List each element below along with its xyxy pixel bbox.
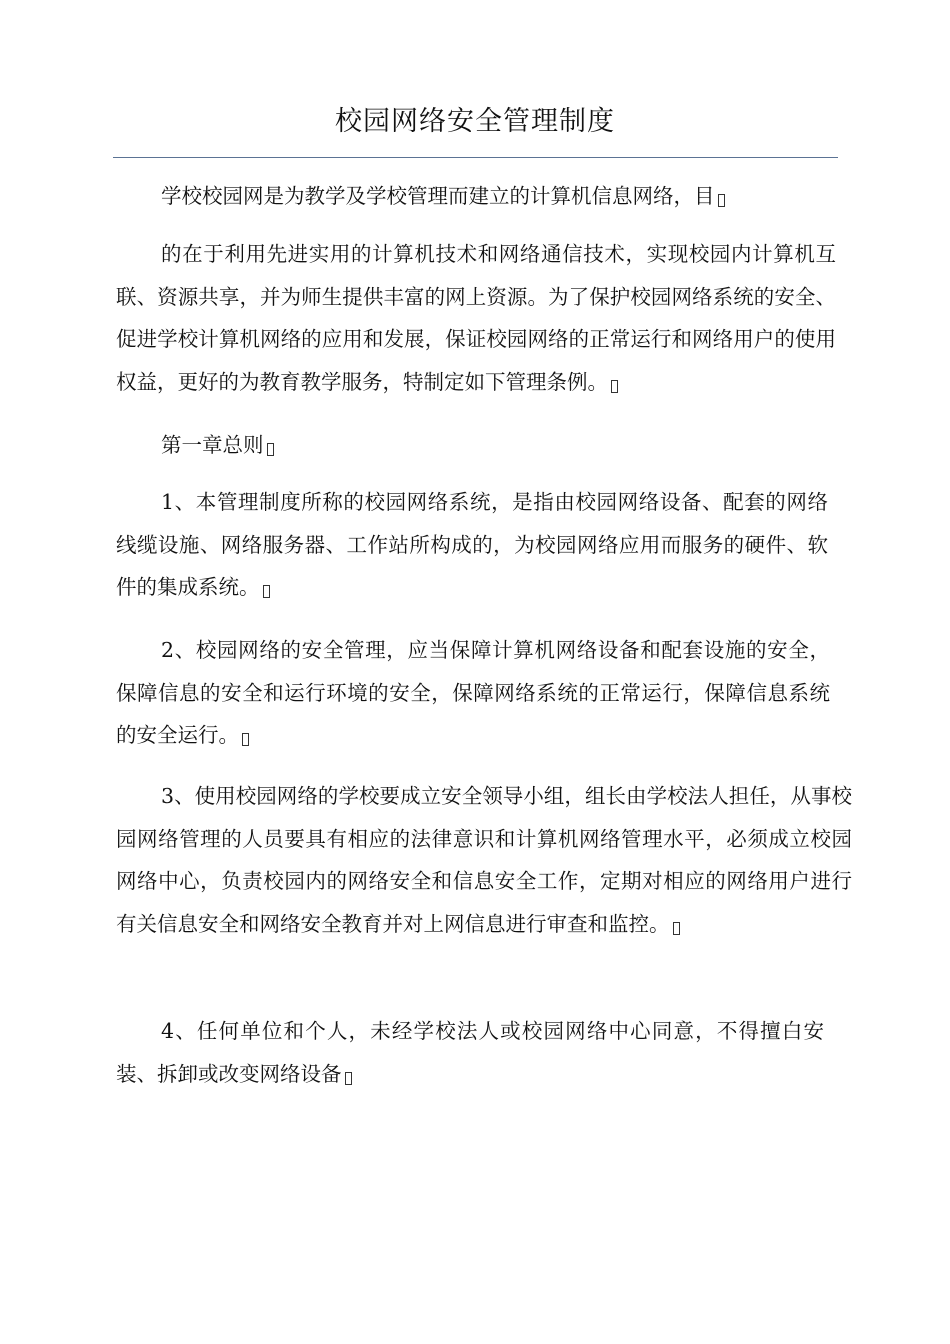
paragraph-article-1 — [116, 481, 828, 609]
paragraph-intro-line — [116, 175, 846, 218]
paragraph-text: 第一章总则 — [161, 433, 264, 457]
paragraph-mark-icon — [718, 194, 725, 207]
paragraph-purpose — [116, 233, 836, 403]
paragraph-mark-icon — [267, 443, 274, 456]
chapter-heading — [116, 424, 846, 467]
paragraph-mark-icon — [242, 733, 249, 746]
document-title: 校园网络安全管理制度 — [335, 106, 615, 137]
paragraph-text: 3、使用校园网络的学校要成立安全领导小组，组长由学校法人担任，从事校园网络管理的人员要具有相应的法律意识和计算机网络管理水平，必须成立校园网络中心，负责校园内的网络安全和信息安全工作，定期对相应的网络用户进行有关信息安全和网络安全教育并对上网信息进行审查和监控。 — [116, 784, 852, 936]
paragraph-mark-icon — [345, 1072, 352, 1085]
paragraph-mark-icon — [611, 380, 618, 393]
paragraph-text: 的在于利用先进实用的计算机技术和网络通信技术，实现校园内计算机互联、资源共享，并为师生提供丰富的网上资源。为了保护校园网络系统的安全、促进学校计算机网络的应用和发展，保证校园网络的正常运行和网络用户的使用权益，更好的为教育教学服务，特制定如下管理条例。 — [116, 242, 836, 394]
paragraph-mark-icon — [263, 585, 270, 598]
paragraph-article-4 — [116, 1010, 824, 1095]
paragraph-text: 1、本管理制度所称的校园网络系统，是指由校园网络设备、配套的网络线缆设施、网络服务器、工作站所构成的，为校园网络应用而服务的硬件、软件的集成系统。 — [116, 490, 828, 599]
paragraph-mark-icon — [673, 922, 680, 935]
paragraph-article-2 — [116, 629, 830, 757]
paragraph-article-3 — [116, 775, 852, 945]
paragraph-text: 2、校园网络的安全管理，应当保障计算机网络设备和配套设施的安全，保障信息的安全和运行环境的安全，保障网络系统的正常运行，保障信息系统的安全运行。 — [116, 638, 830, 747]
title-divider — [113, 157, 838, 158]
paragraph-text: 学校校园网是为教学及学校管理而建立的计算机信息网络，目 — [161, 184, 715, 208]
paragraph-text: 4、任何单位和个人，未经学校法人或校园网络中心同意，不得擅白安装、拆卸或改变网络设备 — [116, 1019, 824, 1086]
